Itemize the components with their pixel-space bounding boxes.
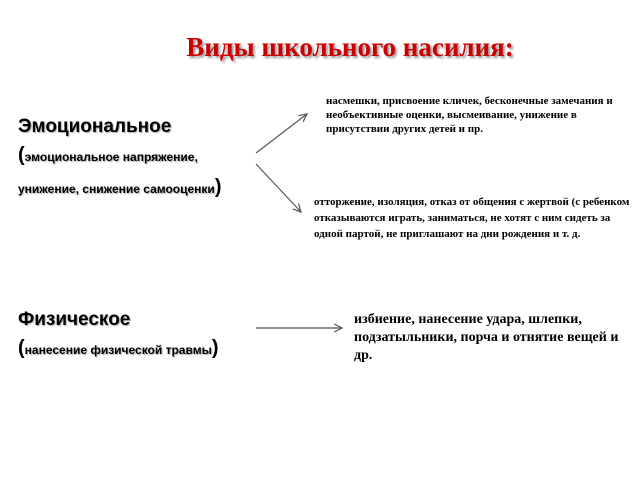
arrow-emotional-to-example-2 [256, 164, 301, 212]
arrow-emotional-to-example-1 [256, 114, 307, 153]
emotional-example-2: отторжение, изоляция, отказ от общения с жертвой (с ребенком отказываются играть, заниматься, не хотят с ним сидеть за одной партой, не приглашают на дни рождения и т. д. [314, 196, 630, 240]
physical-close-paren: ) [211, 337, 219, 359]
emotional-close-paren: ) [214, 176, 222, 198]
emotional-heading: Эмоциональное [18, 116, 172, 137]
emotional-open-paren: ( [18, 144, 25, 166]
physical-heading: Физическое [18, 309, 131, 330]
emotional-example-1: насмешки, присвоение кличек, бесконечные замечания и необъективные оценки, высмеивание, унижение в присутствии других детей и пр. [326, 95, 613, 135]
physical-open-paren: ( [18, 337, 25, 359]
physical-example-1: избиение, нанесение удара, шлепки, подзатыльники, порча и отнятие вещей и др. [354, 312, 619, 363]
emotional-subtitle-text1: эмоциональное напряжение, [24, 150, 198, 164]
emotional-subtitle-text2: унижение, снижение самооценки [18, 182, 215, 196]
physical-subtitle-text: нанесение физической травмы [24, 343, 212, 357]
page-title: Виды школьного насилия: [186, 32, 514, 62]
